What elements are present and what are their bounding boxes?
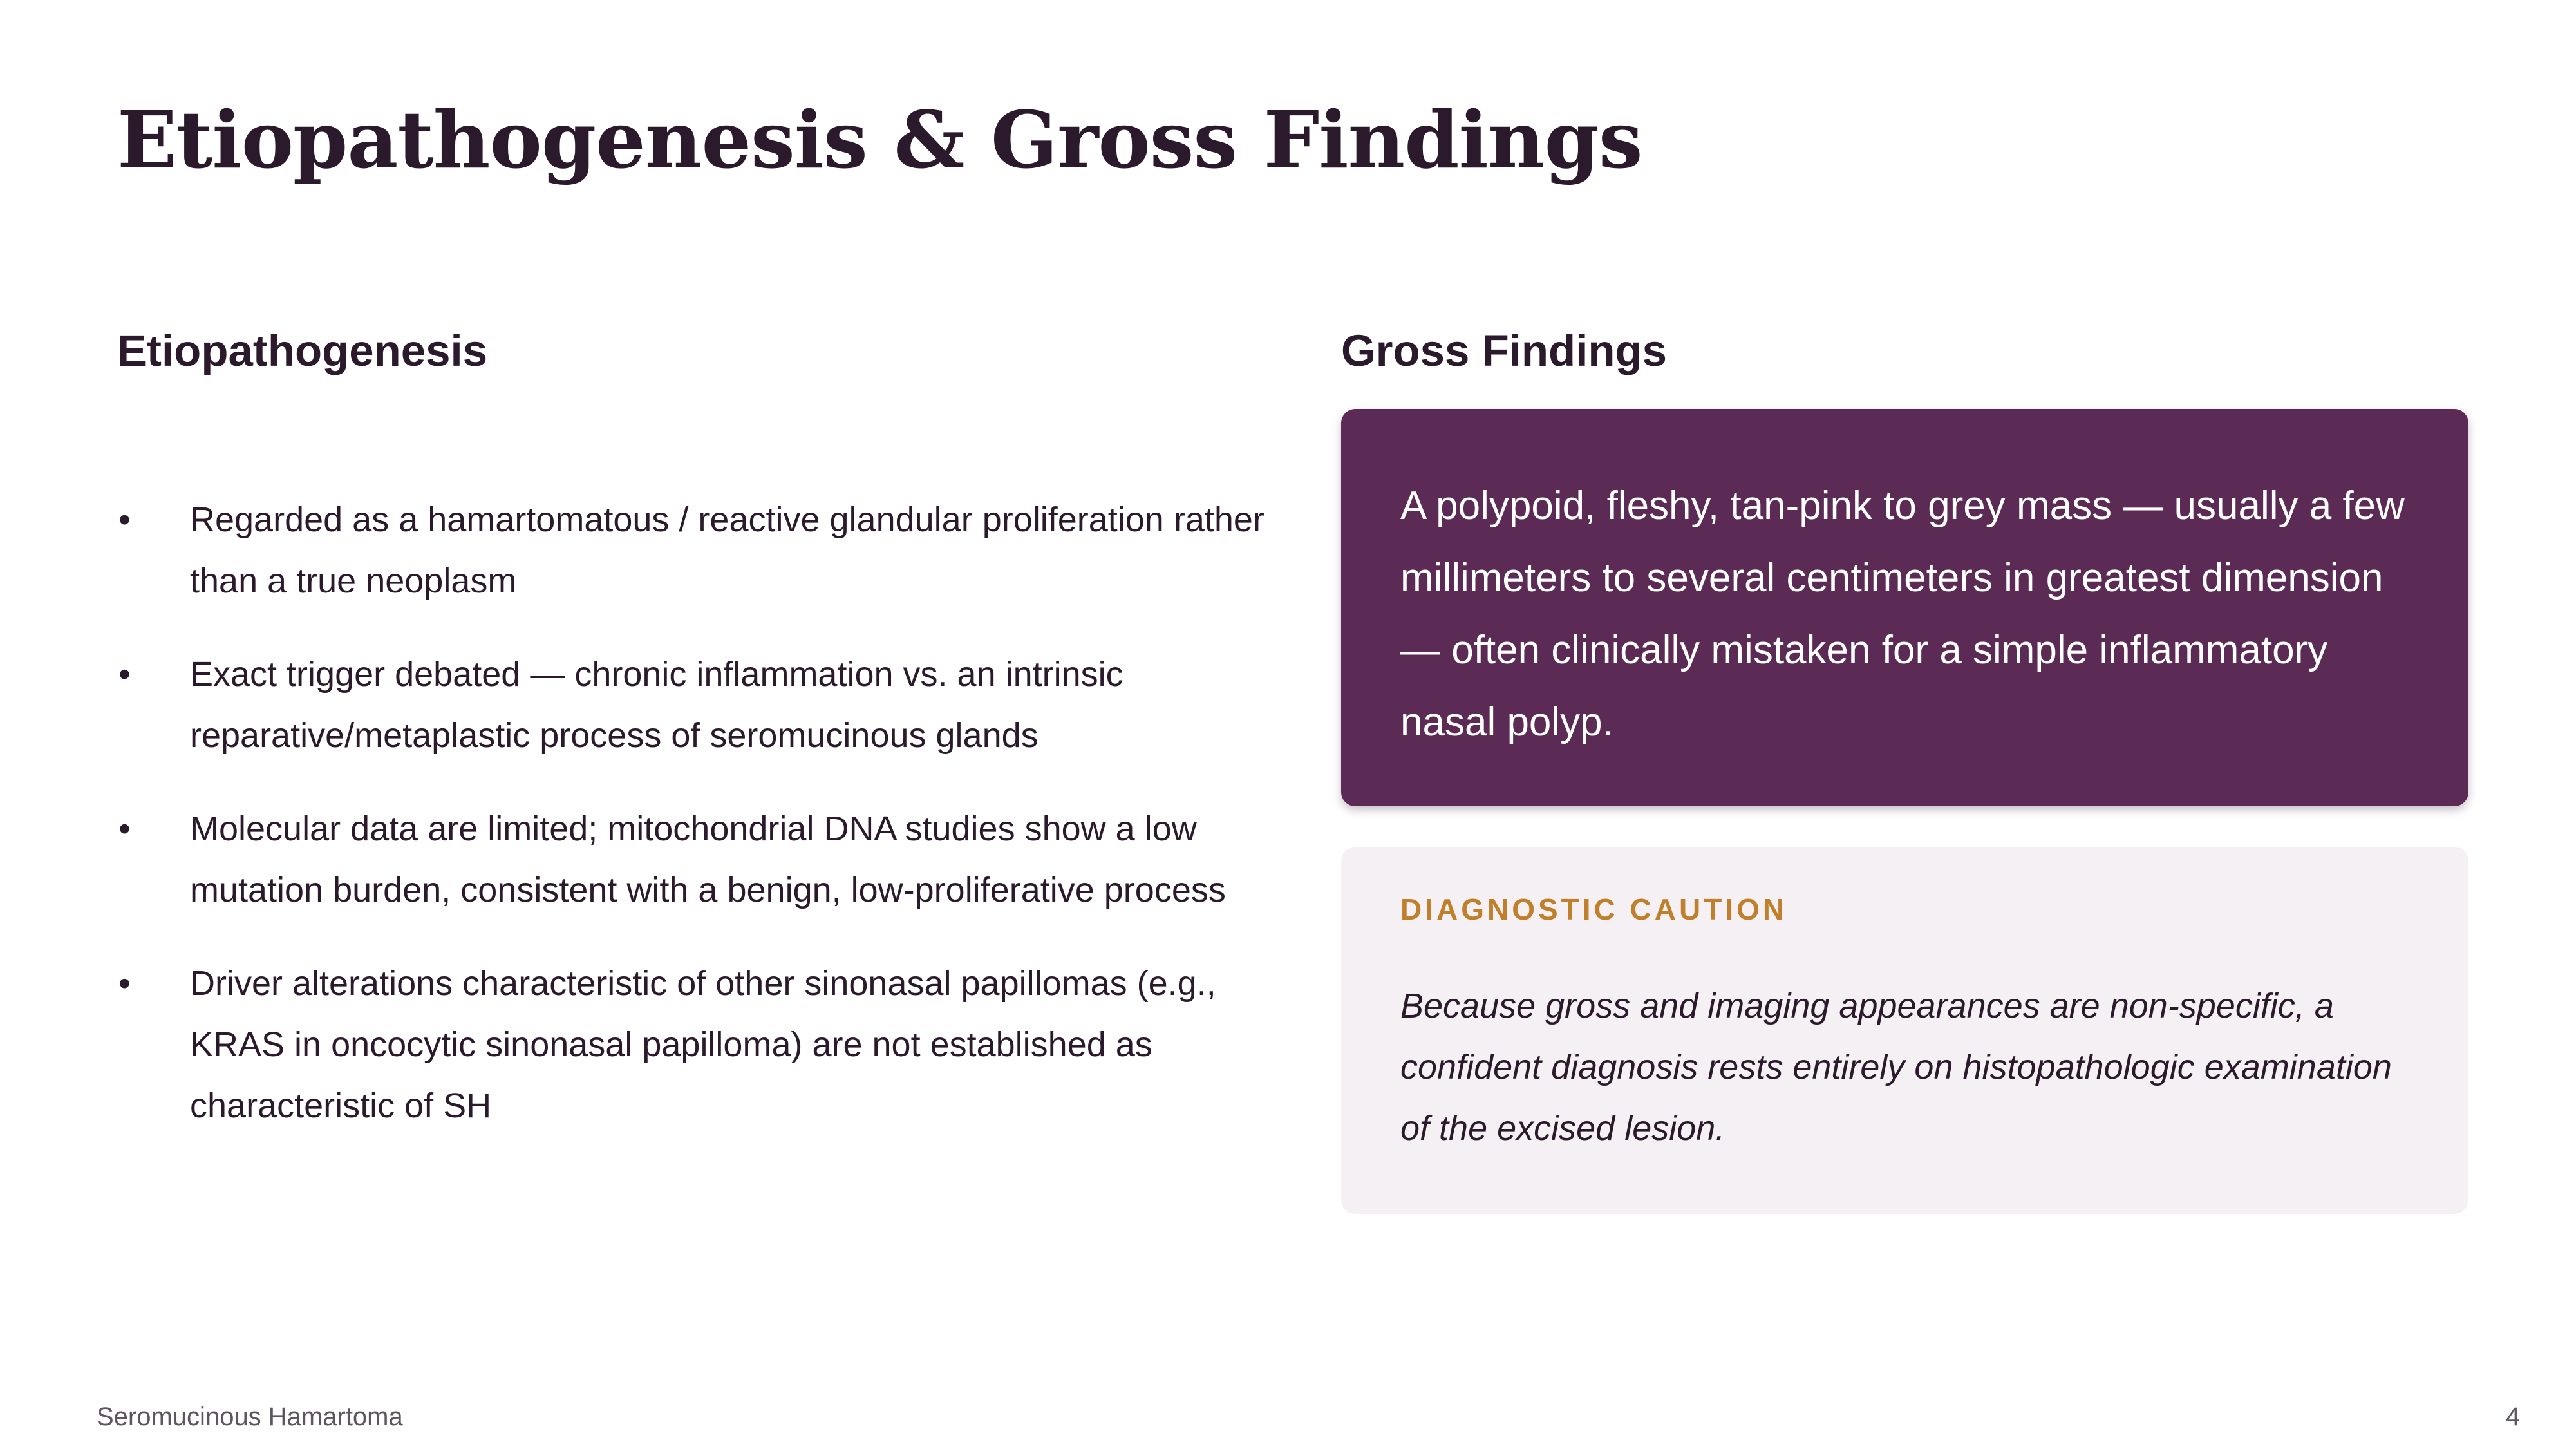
footer-deck-title: Seromucinous Hamartoma	[97, 1403, 403, 1431]
bullet-item	[117, 799, 1289, 921]
bullet-icon: •	[118, 500, 131, 539]
diagnostic-caution-text: Because gross and imaging appearances are non-specific, a confident diagnosis rests entirely on histopathologic examination of the excised lesion.	[1400, 987, 2392, 1148]
bullet-item	[117, 953, 1289, 1137]
bullet-icon: •	[118, 964, 131, 1003]
etiopathogenesis-heading: Etiopathogenesis	[117, 326, 488, 375]
bullet-icon: •	[118, 810, 131, 848]
bullet-item	[117, 489, 1289, 612]
slide-title: Etiopathogenesis & Gross Findings	[117, 93, 1642, 186]
diagnostic-caution-label: DIAGNOSTIC CAUTION	[1400, 893, 1788, 926]
etiopathogenesis-bullet-list	[117, 489, 1289, 1169]
bullet-text: Exact trigger debated — chronic inflammation vs. an intrinsic reparative/metaplastic process of seromucinous glands	[190, 655, 1123, 755]
page-number: 4	[2505, 1403, 2520, 1431]
bullet-item	[117, 644, 1289, 766]
bullet-text: Molecular data are limited; mitochondrial DNA studies show a low mutation burden, consistent with a benign, low-proliferative process	[190, 810, 1226, 909]
bullet-text: Driver alterations characteristic of other sinonasal papillomas (e.g., KRAS in oncocytic sinonasal papilloma) are not established as characteristic of SH	[190, 964, 1216, 1125]
diagnostic-caution-card	[1341, 847, 2468, 1214]
gross-findings-card	[1341, 409, 2468, 806]
gross-findings-heading: Gross Findings	[1341, 326, 1668, 375]
bullet-icon: •	[118, 655, 131, 694]
gross-findings-text: A polypoid, fleshy, tan-pink to grey mass — usually a few millimeters to several centimeters in greatest dimension — often clinically mistaken for a simple inflammatory nasal polyp.	[1400, 484, 2405, 744]
bullet-text: Regarded as a hamartomatous / reactive glandular proliferation rather than a true neoplasm	[190, 500, 1264, 600]
